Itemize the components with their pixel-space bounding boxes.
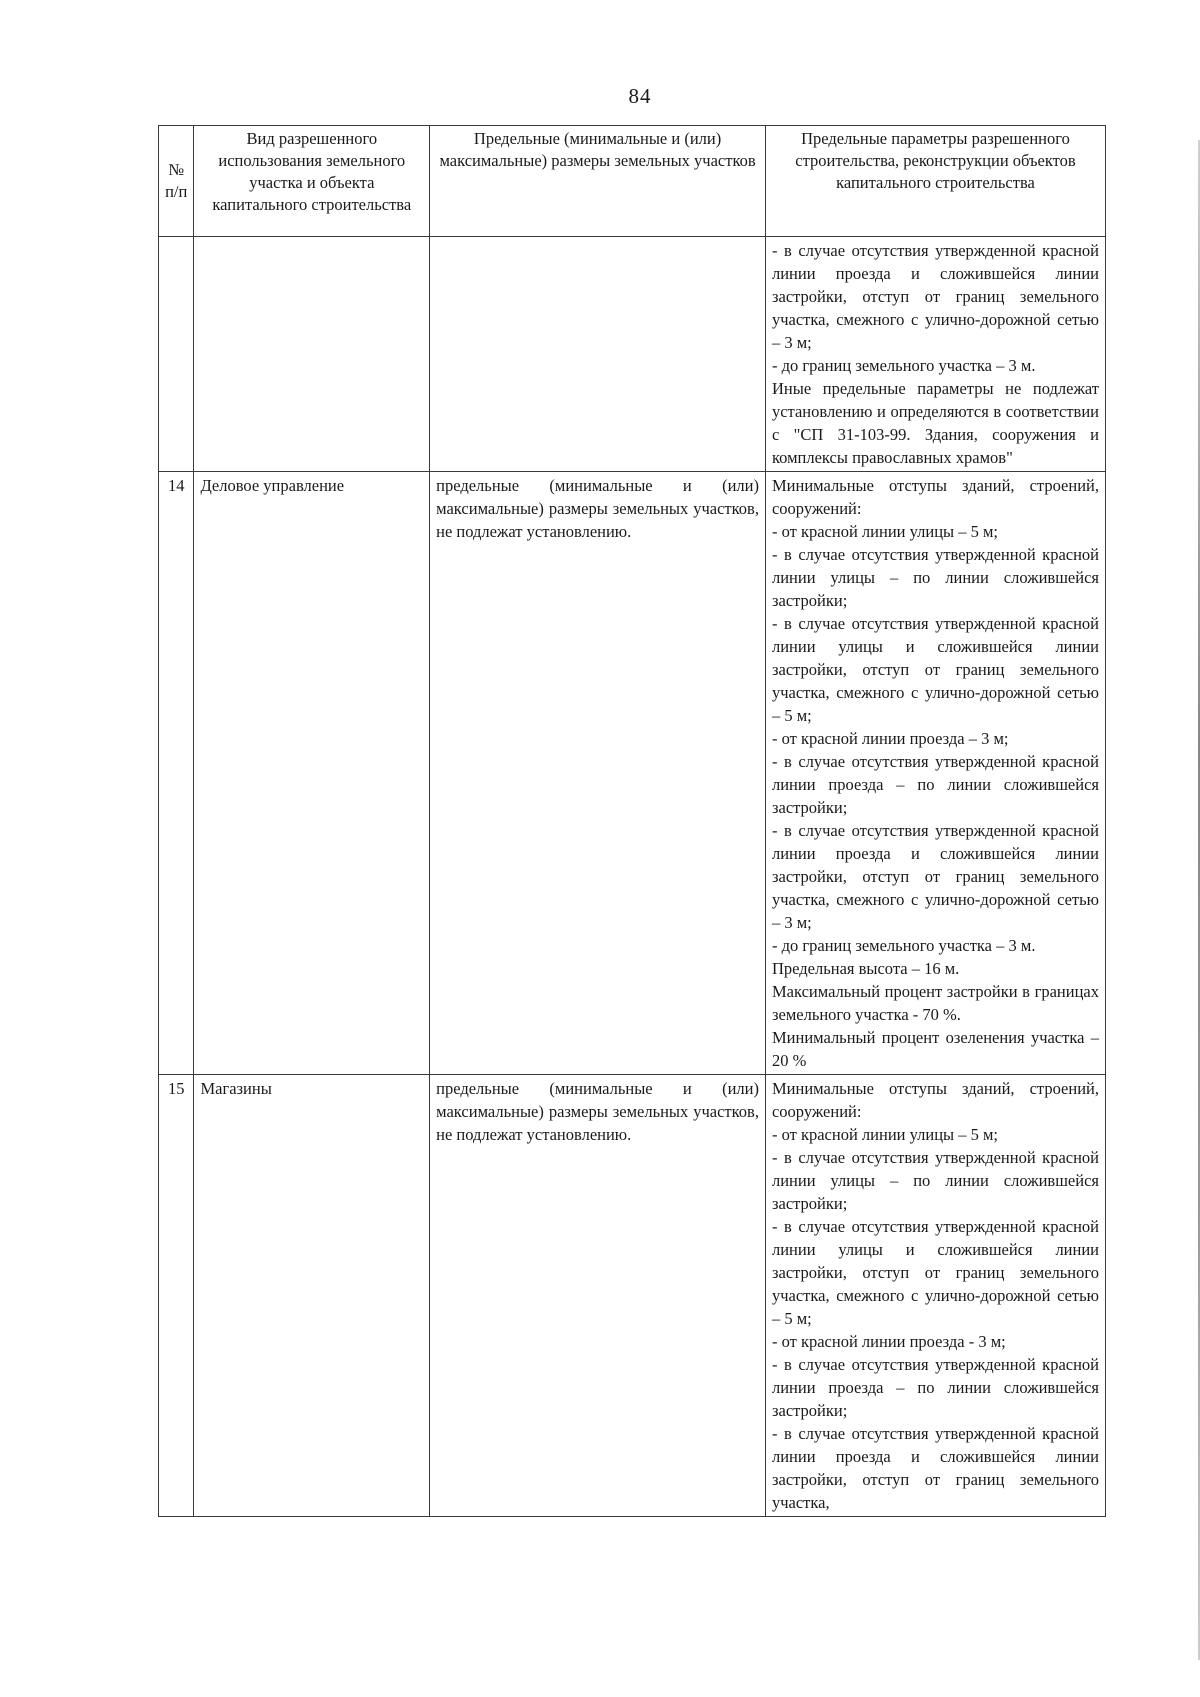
plot-size-limits: предельные (минимальные и (или) максимальные) размеры земельных участков, не подлежат установлению. — [430, 472, 766, 1075]
table-row — [159, 472, 1106, 1075]
parameter-line: Предельная высота – 16 м. — [771, 959, 960, 978]
construction-parameters — [765, 472, 1105, 1075]
construction-parameters — [765, 1075, 1105, 1517]
table-row — [159, 1075, 1106, 1517]
parameter-line: - от красной линии улицы – 5 м; — [771, 1125, 999, 1144]
table-body — [159, 237, 1106, 1517]
plot-size-limits — [430, 237, 766, 472]
parameter-line: - в случае отсутствия утвержденной красной линии улицы и сложившейся линии застройки, отступ от границ земельного участка, смежного с улично-дорожной сетью – 5 м; — [771, 1217, 1099, 1328]
parameter-line: - от красной линии проезда – 3 м; — [771, 729, 1009, 748]
parameter-line: Минимальные отступы зданий, строений, сооружений: — [771, 1079, 1099, 1121]
parameter-line: - до границ земельного участка – 3 м. — [771, 356, 1036, 375]
header-num: № п/п — [159, 126, 194, 237]
table-row — [159, 237, 1106, 472]
regulations-table — [158, 125, 1106, 1517]
plot-size-limits: предельные (минимальные и (или) максимальные) размеры земельных участков, не подлежат установлению. — [430, 1075, 766, 1517]
parameter-line: - от красной линии проезда - 3 м; — [771, 1332, 1006, 1351]
parameter-line: Минимальный процент озеленения участка – 20 % — [771, 1028, 1099, 1070]
parameter-line: Минимальные отступы зданий, строений, сооружений: — [771, 476, 1099, 518]
parameter-line: - от красной линии улицы – 5 м; — [771, 522, 999, 541]
row-number: 15 — [159, 1075, 194, 1517]
row-number: 14 — [159, 472, 194, 1075]
construction-parameters — [765, 237, 1105, 472]
page-number: 84 — [628, 84, 652, 108]
permitted-use: Деловое управление — [194, 472, 430, 1075]
header-params: Предельные параметры разрешенного строительства, реконструкции объектов капитального строительства — [765, 126, 1105, 237]
header-use: Вид разрешенного использования земельного участка и объекта капитального строительства — [194, 126, 430, 237]
parameter-line: Максимальный процент застройки в границах земельного участка - 70 %. — [771, 982, 1099, 1024]
parameter-line: - в случае отсутствия утвержденной красной линии проезда – по линии сложившейся застройки; — [771, 1355, 1099, 1420]
parameter-line: - в случае отсутствия утвержденной красной линии проезда и сложившейся линии застройки, отступ от границ земельного участка, смежного с улично-дорожной сетью – 3 м; — [771, 241, 1099, 352]
parameter-line: - до границ земельного участка – 3 м. — [771, 936, 1036, 955]
parameter-line: - в случае отсутствия утвержденной красной линии проезда и сложившейся линии застройки, отступ от границ земельного участка, — [771, 1424, 1099, 1512]
row-number — [159, 237, 194, 472]
parameter-line: - в случае отсутствия утвержденной красной линии улицы – по линии сложившейся застройки; — [771, 545, 1099, 610]
parameter-line: - в случае отсутствия утвержденной красной линии проезда и сложившейся линии застройки, отступ от границ земельного участка, смежного с улично-дорожной сетью – 3 м; — [771, 821, 1099, 932]
parameter-line: - в случае отсутствия утвержденной красной линии проезда – по линии сложившейся застройки; — [771, 752, 1099, 817]
parameter-line: Иные предельные параметры не подлежат установлению и определяются в соответствии с "СП 31-103-99. Здания, сооружения и комплексы православных храмов" — [771, 379, 1099, 467]
permitted-use: Магазины — [194, 1075, 430, 1517]
parameter-line: - в случае отсутствия утвержденной красной линии улицы – по линии сложившейся застройки; — [771, 1148, 1099, 1213]
header-size: Предельные (минимальные и (или) максимальные) размеры земельных участков — [430, 126, 766, 237]
table-header-row — [159, 126, 1106, 237]
permitted-use — [194, 237, 430, 472]
parameter-line: - в случае отсутствия утвержденной красной линии улицы и сложившейся линии застройки, отступ от границ земельного участка, смежного с улично-дорожной сетью – 5 м; — [771, 614, 1099, 725]
